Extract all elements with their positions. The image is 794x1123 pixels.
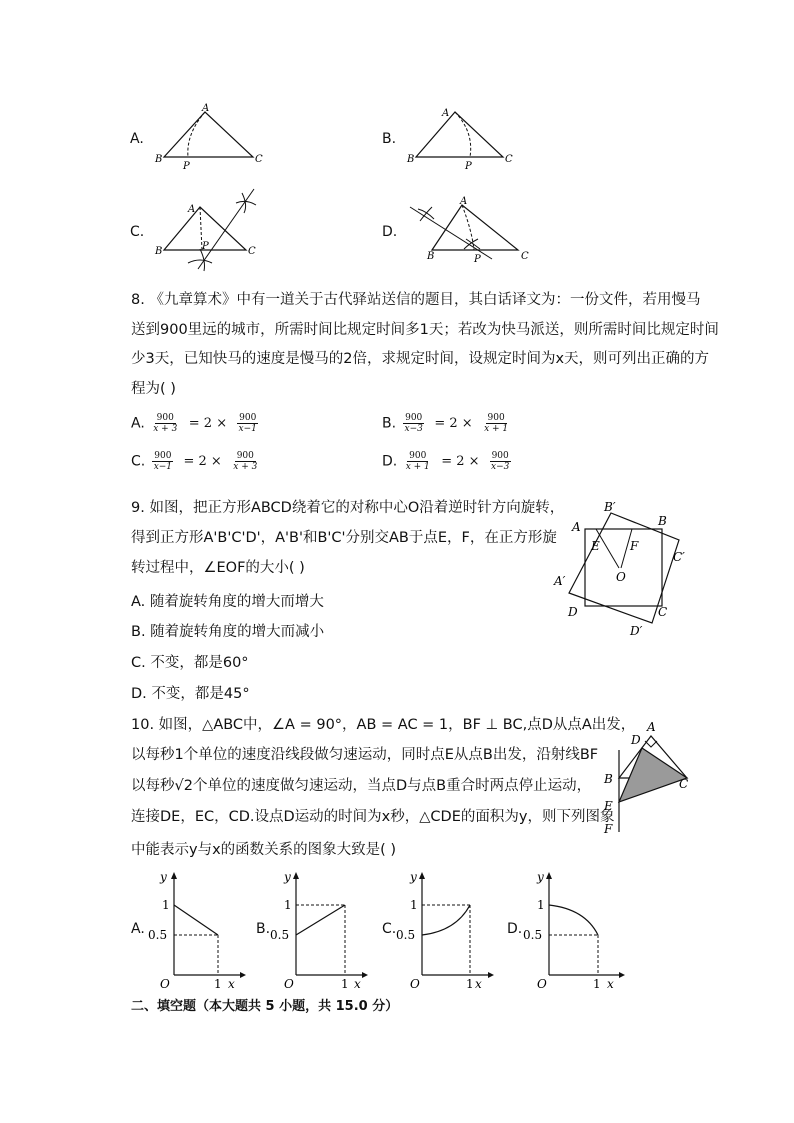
q9-label-a: A xyxy=(572,520,581,534)
q9-label-c: C xyxy=(658,605,668,619)
q8-line-1: 8. 《九章算术》中有一道关于古代驿站送信的题目，其白话译文为：一份文件，若用慢马 xyxy=(131,292,701,308)
q9-option-b: B. 随着旋转角度的增大而减小 xyxy=(131,624,325,640)
q10-line-1: 10. 如图，△ABC中，∠A = 90°，AB = AC = 1，BF ⊥ BC,点D从点A出发， xyxy=(131,717,636,733)
q10-graph-b xyxy=(270,869,370,989)
q10-label-f: F xyxy=(604,822,613,836)
q8-line-3: 少3天，已知快马的速度是慢马的2倍，求规定时间，设规定时间为x天，则可列出正确的方 xyxy=(131,351,710,367)
q10-option-c-label: C. xyxy=(382,921,397,937)
q7-figure-c xyxy=(150,183,270,273)
svg-text:C: C xyxy=(505,154,513,165)
svg-text:B: B xyxy=(427,251,435,262)
graph-d-y-label: y xyxy=(537,870,544,884)
graph-a-x-label: x xyxy=(228,977,235,989)
q7-options xyxy=(0,0,794,280)
q8-option-d-label: D. xyxy=(382,453,398,470)
numerator: 900 xyxy=(236,451,254,461)
q9-line-3: 转过程中，∠EOF的大小( ) xyxy=(131,560,305,576)
equals-times: = 2 × xyxy=(434,416,473,431)
q7-option-a-label: A. xyxy=(130,131,144,147)
graph-b-half-label: 0.5 xyxy=(270,928,290,942)
svg-text:P: P xyxy=(183,161,190,172)
graph-c-y-label: y xyxy=(410,870,417,884)
graph-d-x-label: x xyxy=(607,977,614,989)
q7-figure-a xyxy=(150,100,270,175)
denominator: x−1 xyxy=(238,424,257,434)
svg-text:A: A xyxy=(442,108,450,119)
q10-graph-d xyxy=(523,869,627,989)
q8-option-b-label: B. xyxy=(382,415,397,432)
q8-option-d xyxy=(382,451,513,472)
q10-line-5: 中能表示y与x的函数关系的图象大致是( ) xyxy=(131,842,397,858)
q7-option-b-label: B. xyxy=(382,131,397,147)
graph-c-one-label: 1 xyxy=(410,898,418,912)
q8-option-a-label: A. xyxy=(131,415,145,432)
graph-a-half-label: 0.5 xyxy=(148,928,168,942)
q8-option-a xyxy=(131,413,261,434)
q9-label-c-prime: C′ xyxy=(673,550,685,564)
q8-line-2: 送到900里远的城市，所需时间比规定时间多1天；若改为快马派送，则所需时间比规定时间 xyxy=(131,322,719,338)
q10-label-e: E xyxy=(604,799,613,813)
q9-label-f: F xyxy=(630,539,639,553)
numerator: 900 xyxy=(409,451,427,461)
q9-option-c: C. 不变，都是60° xyxy=(131,655,249,671)
q8-line-4: 程为( ) xyxy=(131,381,176,397)
q10-option-a-label: A. xyxy=(131,921,145,937)
svg-text:P: P xyxy=(474,254,481,265)
svg-text:A: A xyxy=(202,103,210,114)
q10-label-c: C xyxy=(679,777,689,791)
q10-option-b-label: B. xyxy=(256,921,271,937)
svg-text:A: A xyxy=(188,204,196,215)
q10-triangle-figure xyxy=(596,716,700,836)
question-9 xyxy=(0,495,794,710)
q10-label-d: D xyxy=(631,733,641,747)
q9-line-1: 9. 如图，把正方形ABCD绕着它的对称中心O沿着逆时针方向旋转， xyxy=(131,500,565,516)
q8-option-c xyxy=(131,451,261,472)
q9-label-a-prime: A′ xyxy=(554,574,566,588)
q10-label-b: B xyxy=(604,772,613,786)
graph-c-origin-label: O xyxy=(410,977,420,989)
denominator: x + 1 xyxy=(484,424,509,434)
q10-label-a: A xyxy=(647,720,656,734)
graph-c-x-one-label: 1 xyxy=(466,977,474,989)
q10-line-3: 以每秒√2个单位的速度做匀速运动，当点D与点B重合时两点停止运动， xyxy=(131,778,592,794)
svg-text:B: B xyxy=(155,154,163,165)
graph-b-x-label: x xyxy=(354,977,361,989)
q9-line-2: 得到正方形A'B'C'D'，A'B'和B'C'分别交AB于点E，F，在正方形旋 xyxy=(131,530,557,546)
q8-option-c-right-fraction xyxy=(231,451,259,472)
svg-text:B: B xyxy=(407,154,415,165)
q8-option-d-left-fraction xyxy=(404,451,432,472)
denominator: x−1 xyxy=(153,462,173,472)
q9-label-o: O xyxy=(616,570,626,584)
numerator: 900 xyxy=(239,413,257,423)
q9-option-d: D. 不变，都是45° xyxy=(131,686,250,702)
q7-option-c-label: C. xyxy=(130,224,145,240)
q8-option-b-right-fraction xyxy=(482,413,510,434)
svg-text:B: B xyxy=(155,246,163,257)
q10-option-d-label: D. xyxy=(507,921,523,937)
denominator: x + 3 xyxy=(153,424,178,434)
graph-d-one-label: 1 xyxy=(537,898,545,912)
numerator: 900 xyxy=(156,413,174,423)
equals-times: = 2 × xyxy=(188,416,228,431)
graph-b-one-label: 1 xyxy=(284,898,292,912)
q9-rotated-squares-figure xyxy=(548,495,698,645)
denominator: x + 1 xyxy=(405,462,430,472)
q9-label-b-prime: B′ xyxy=(604,500,616,514)
numerator: 900 xyxy=(487,413,505,423)
svg-text:A: A xyxy=(460,196,468,207)
question-8 xyxy=(0,285,794,485)
graph-d-origin-label: O xyxy=(537,977,547,989)
q8-option-c-label: C. xyxy=(131,453,146,470)
graph-c-x-label: x xyxy=(475,977,482,989)
denominator: x−3 xyxy=(404,424,423,434)
q9-label-e: E xyxy=(591,539,600,553)
denominator: x−3 xyxy=(491,462,510,472)
svg-text:P: P xyxy=(202,241,209,252)
svg-text:P: P xyxy=(465,161,472,172)
section-2-heading: 二、填空题（本大题共 5 小题，共 15.0 分） xyxy=(131,999,399,1014)
q8-option-c-left-fraction xyxy=(152,451,174,472)
equals-times: = 2 × xyxy=(441,454,480,469)
q8-option-b xyxy=(382,413,512,434)
q7-figure-d xyxy=(400,193,540,273)
graph-c-half-label: 0.5 xyxy=(396,928,416,942)
q9-label-d: D xyxy=(568,605,578,619)
numerator: 900 xyxy=(405,413,423,423)
question-10 xyxy=(0,712,794,997)
graph-d-x-one-label: 1 xyxy=(593,977,601,989)
q10-line-4: 连接DE，EC，CD.设点D运动的时间为x秒，△CDE的面积为y，则下列图象 xyxy=(131,809,615,825)
q10-line-2: 以每秒1个单位的速度沿线段做匀速运动，同时点E从点B出发，沿射线BF xyxy=(131,747,599,763)
graph-a-y-label: y xyxy=(160,870,167,884)
graph-a-origin-label: O xyxy=(160,977,170,989)
q9-option-a: A. 随着旋转角度的增大而增大 xyxy=(131,594,324,610)
numerator: 900 xyxy=(154,451,172,461)
graph-a-x-one-label: 1 xyxy=(214,977,222,989)
graph-b-x-one-label: 1 xyxy=(341,977,349,989)
numerator: 900 xyxy=(491,451,509,461)
q8-option-d-right-fraction xyxy=(489,451,511,472)
q8-option-a-right-fraction xyxy=(237,413,259,434)
graph-b-origin-label: O xyxy=(284,977,294,989)
graph-b-y-label: y xyxy=(284,870,291,884)
svg-text:C: C xyxy=(255,154,263,165)
svg-text:C: C xyxy=(248,246,256,257)
q10-graph-c xyxy=(396,869,496,989)
q9-label-b: B xyxy=(658,514,667,528)
svg-text:C: C xyxy=(521,251,529,262)
q7-figure-b xyxy=(400,100,520,175)
denominator: x + 3 xyxy=(233,462,258,472)
q9-label-d-prime: D′ xyxy=(630,624,643,638)
q8-option-b-left-fraction xyxy=(403,413,425,434)
graph-a-one-label: 1 xyxy=(162,898,170,912)
equals-times: = 2 × xyxy=(183,454,222,469)
graph-d-half-label: 0.5 xyxy=(523,928,543,942)
q7-option-d-label: D. xyxy=(382,224,398,240)
q8-option-a-left-fraction xyxy=(151,413,179,434)
q10-graph-a xyxy=(148,869,248,989)
